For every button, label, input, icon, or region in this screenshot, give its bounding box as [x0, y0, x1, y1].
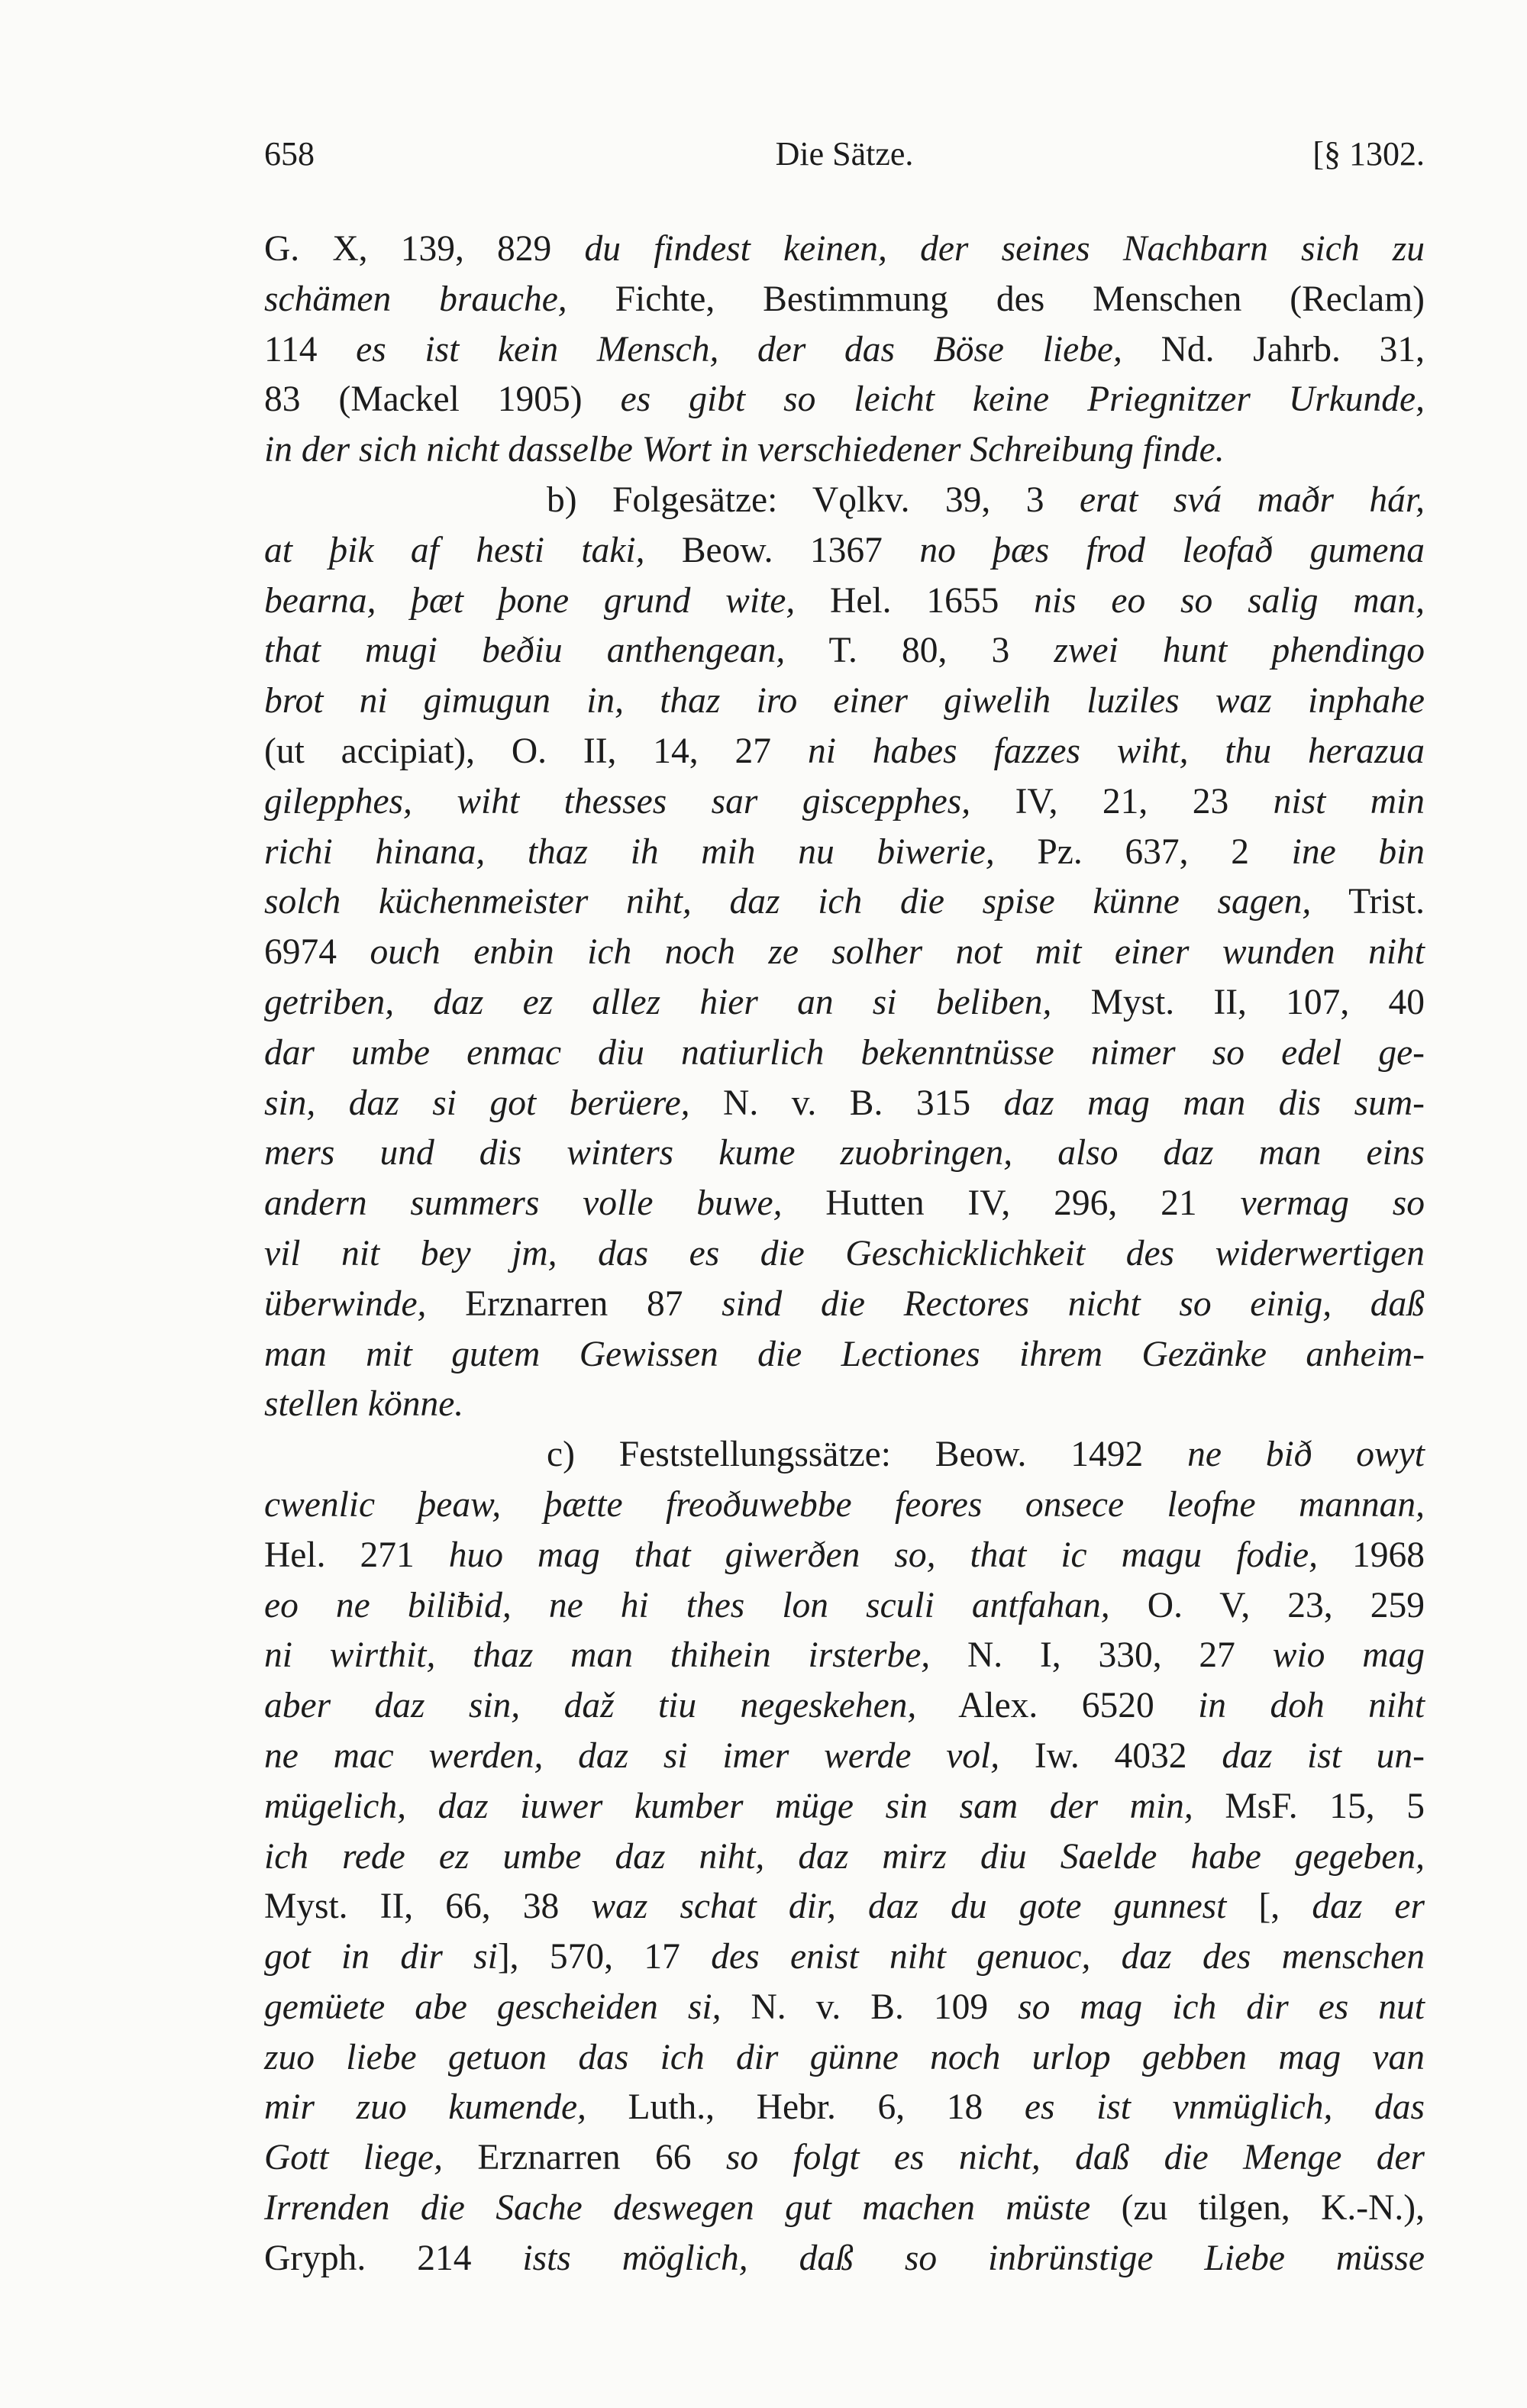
text-line [264, 978, 1425, 1028]
text-line [264, 375, 1425, 425]
roman-text: ], 570, 17 [497, 1937, 712, 1977]
italic-text: es ist vnmüglich, das [1024, 2087, 1425, 2128]
italic-text: sind die Rectores nicht so einig, daß [722, 1283, 1425, 1324]
roman-text: Hel. 1655 [795, 580, 1035, 621]
roman-text: O. V, 23, 259 [1109, 1585, 1425, 1625]
body-text [264, 224, 1425, 2284]
roman-text: 1968 [1318, 1535, 1425, 1575]
italic-text: gemüete abe gescheiden si, [264, 1987, 722, 2027]
roman-text: b) Folgesätze: Vǫlkv. 39, 3 [547, 479, 1080, 520]
text-line [264, 1229, 1425, 1280]
italic-text: schämen brauche, [264, 279, 567, 319]
text-line [264, 1480, 1425, 1531]
text-line [264, 1882, 1425, 1932]
italic-text: daz ist un- [1222, 1735, 1425, 1776]
italic-text: nist min [1273, 781, 1425, 821]
roman-text: c) Feststellungssätze: Beow. 1492 [547, 1435, 1188, 1475]
italic-text: erat svá maðr hár, [1079, 479, 1425, 520]
italic-text: wio mag [1272, 1635, 1425, 1676]
italic-text: huo mag that giwerðen so, that ic magu fodie, [448, 1535, 1319, 1575]
italic-text: sin, daz si got berüere, [264, 1083, 690, 1123]
text-line [264, 1531, 1425, 1581]
italic-text: so folgt es nicht, daß die Menge der [725, 2138, 1425, 2178]
roman-text: Hutten IV, 296, 21 [782, 1183, 1241, 1224]
text-line [264, 777, 1425, 828]
italic-text: vermag so [1240, 1183, 1425, 1224]
italic-text: daz mag man dis sum- [1003, 1083, 1425, 1123]
text-line [264, 1832, 1425, 1883]
roman-text: MsF. 15, 5 [1193, 1786, 1425, 1826]
text-line [264, 1380, 1425, 1430]
italic-text: that mugi beðiu anthengean, [264, 631, 786, 671]
roman-text: IV, 21, 23 [970, 781, 1274, 821]
italic-text: überwinde, [264, 1283, 427, 1324]
page-title: Die Sätze. [775, 135, 914, 173]
italic-text: ich rede ez umbe daz niht, daz mirz diu Saelde habe gegeben, [264, 1836, 1425, 1877]
text-line [264, 828, 1425, 878]
roman-text: 6974 [264, 932, 370, 973]
italic-text: getriben, daz ez allez hier an si beliben, [264, 982, 1052, 1022]
italic-text: zuo liebe getuon das ich dir günne noch urlop gebben mag van [264, 2037, 1425, 2077]
roman-text: 114 [264, 329, 357, 370]
italic-text: nis eo so salig man, [1034, 580, 1425, 621]
italic-text: du findest keinen, der seines Nachbarn sich zu [584, 229, 1425, 269]
text-line [264, 1631, 1425, 1681]
italic-text: at þik af hesti taki, [264, 530, 645, 570]
text-line [264, 2184, 1425, 2234]
roman-text: Nd. Jahrb. 31, [1122, 329, 1425, 370]
italic-text: ni wirthit, thaz man thihein irsterbe, [264, 1635, 931, 1676]
text-line [264, 576, 1425, 627]
text-line [264, 1581, 1425, 1632]
italic-text: daz er [1312, 1887, 1425, 1927]
running-header [264, 134, 1425, 180]
roman-text: Erznarren 87 [426, 1283, 722, 1324]
text-line [264, 224, 1425, 275]
text-line [264, 2083, 1425, 2133]
text-line [264, 526, 1425, 576]
italic-text: mers und dis winters kume zuobringen, also daz man eins [264, 1133, 1425, 1173]
roman-text: Trist. [1311, 882, 1425, 922]
roman-text: N. v. B. 109 [721, 1987, 1019, 2027]
text-line [264, 1681, 1425, 1732]
text-line [264, 325, 1425, 376]
italic-text: in doh niht [1198, 1686, 1425, 1726]
roman-text: Myst. II, 66, 38 [264, 1887, 592, 1927]
roman-text: Gryph. 214 [264, 2238, 523, 2278]
italic-text: richi hinana, thaz ih mih nu biwerie, [264, 831, 995, 872]
text-line [264, 1079, 1425, 1129]
text-line [264, 928, 1425, 978]
italic-text: dar umbe enmac diu natiurlich bekenntnüsse nimer so edel ge- [264, 1032, 1425, 1073]
text-line [264, 2033, 1425, 2084]
italic-text: solch küchenmeister niht, daz ich die spise künne sagen, [264, 882, 1312, 922]
italic-text: brot ni gimugun in, thaz iro einer giwelih luziles waz inphahe [264, 681, 1425, 721]
italic-text: stellen könne. [264, 1384, 464, 1425]
roman-text: (zu tilgen, K.-N.), [1090, 2188, 1425, 2229]
italic-text: ouch enbin ich noch ze solher not mit einer wunden niht [370, 932, 1425, 973]
roman-text: 83 (Mackel 1905) [264, 379, 621, 420]
text-line [264, 425, 1425, 476]
italic-text: Irrenden die Sache deswegen gut machen müste [264, 2188, 1091, 2229]
italic-text: es gibt so leicht keine Priegnitzer Urkunde, [620, 379, 1425, 420]
roman-text: G. X, 139, 829 [264, 229, 585, 269]
section-reference: [§ 1302. [1312, 135, 1425, 173]
roman-text: Myst. II, 107, 40 [1051, 982, 1425, 1022]
roman-text: Iw. 4032 [999, 1735, 1222, 1776]
italic-text: ine bin [1291, 831, 1425, 872]
text-line [264, 1028, 1425, 1079]
italic-text: Gott liege, [264, 2138, 444, 2178]
italic-text: mügelich, daz iuwer kumber müge sin sam der min, [264, 1786, 1193, 1826]
italic-text: eo ne biliƀid, ne hi thes lon sculi antfahan, [264, 1585, 1110, 1625]
italic-text: in der sich nicht dasselbe Wort in verschiedener Schreibung finde. [264, 430, 1225, 470]
text-line [264, 1983, 1425, 2033]
roman-text: Fichte, Bestimmung des Menschen (Reclam) [567, 279, 1425, 319]
italic-text: gilepphes, wiht thesses sar giscepphes, [264, 781, 971, 821]
text-line [264, 727, 1425, 777]
italic-text: waz schat dir, daz du gote gunnest [591, 1887, 1227, 1927]
italic-text: des enist niht genuoc, daz des menschen [711, 1937, 1425, 1977]
italic-text: vil nit bey jm, das es die Geschicklichkeit des widerwertigen [264, 1233, 1425, 1273]
italic-text: es ist kein Mensch, der das Böse liebe, [356, 329, 1122, 370]
text-line [264, 1732, 1425, 1782]
roman-text: T. 80, 3 [785, 631, 1054, 671]
italic-text: mir zuo kumende, [264, 2087, 586, 2128]
page-number: 658 [264, 135, 315, 173]
text-line [264, 1430, 1425, 1480]
roman-text: N. I, 330, 27 [930, 1635, 1273, 1676]
text-line [264, 275, 1425, 325]
italic-text: man mit gutem Gewissen die Lectiones ihrem Gezänke anheim- [264, 1334, 1425, 1374]
roman-text: Luth., Hebr. 6, 18 [586, 2087, 1025, 2128]
roman-text: N. v. B. 315 [689, 1083, 1004, 1123]
italic-text: no þæs frod leofað gumena [919, 530, 1425, 570]
italic-text: ne bið owyt [1187, 1435, 1425, 1475]
text-line [264, 676, 1425, 727]
text-line [264, 1932, 1425, 1983]
text-line [264, 1128, 1425, 1179]
italic-text: ists möglich, daß so inbrünstige Liebe müsse [522, 2238, 1425, 2278]
italic-text: bearna, þæt þone grund wite, [264, 580, 796, 621]
roman-text: [, [1226, 1887, 1312, 1927]
italic-text: andern summers volle buwe, [264, 1183, 783, 1224]
roman-text: Beow. 1367 [644, 530, 920, 570]
italic-text: zwei hunt phendingo [1054, 631, 1425, 671]
text-line [264, 1280, 1425, 1330]
roman-text: Hel. 271 [264, 1535, 449, 1575]
roman-text: (ut accipiat), O. II, 14, 27 [264, 731, 808, 771]
roman-text: Pz. 637, 2 [994, 831, 1292, 872]
italic-text: so mag ich dir es nut [1018, 1987, 1425, 2027]
italic-text: ne mac werden, daz si imer werde vol, [264, 1735, 1000, 1776]
text-line [264, 1330, 1425, 1380]
roman-text: Erznarren 66 [443, 2138, 726, 2178]
text-line [264, 877, 1425, 928]
text-line [264, 476, 1425, 526]
text-line [264, 2234, 1425, 2284]
text-line [264, 626, 1425, 676]
text-line [264, 1782, 1425, 1832]
italic-text: aber daz sin, daž tiu negeskehen, [264, 1686, 917, 1726]
italic-text: cwenlic þeaw, þætte freoðuwebbe feores onsece leofne mannan, [264, 1484, 1425, 1525]
text-line [264, 2133, 1425, 2184]
roman-text: Alex. 6520 [916, 1686, 1199, 1726]
italic-text: ni habes fazzes wiht, thu herazua [807, 731, 1425, 771]
italic-text: got in dir si [264, 1937, 498, 1977]
text-line [264, 1179, 1425, 1229]
